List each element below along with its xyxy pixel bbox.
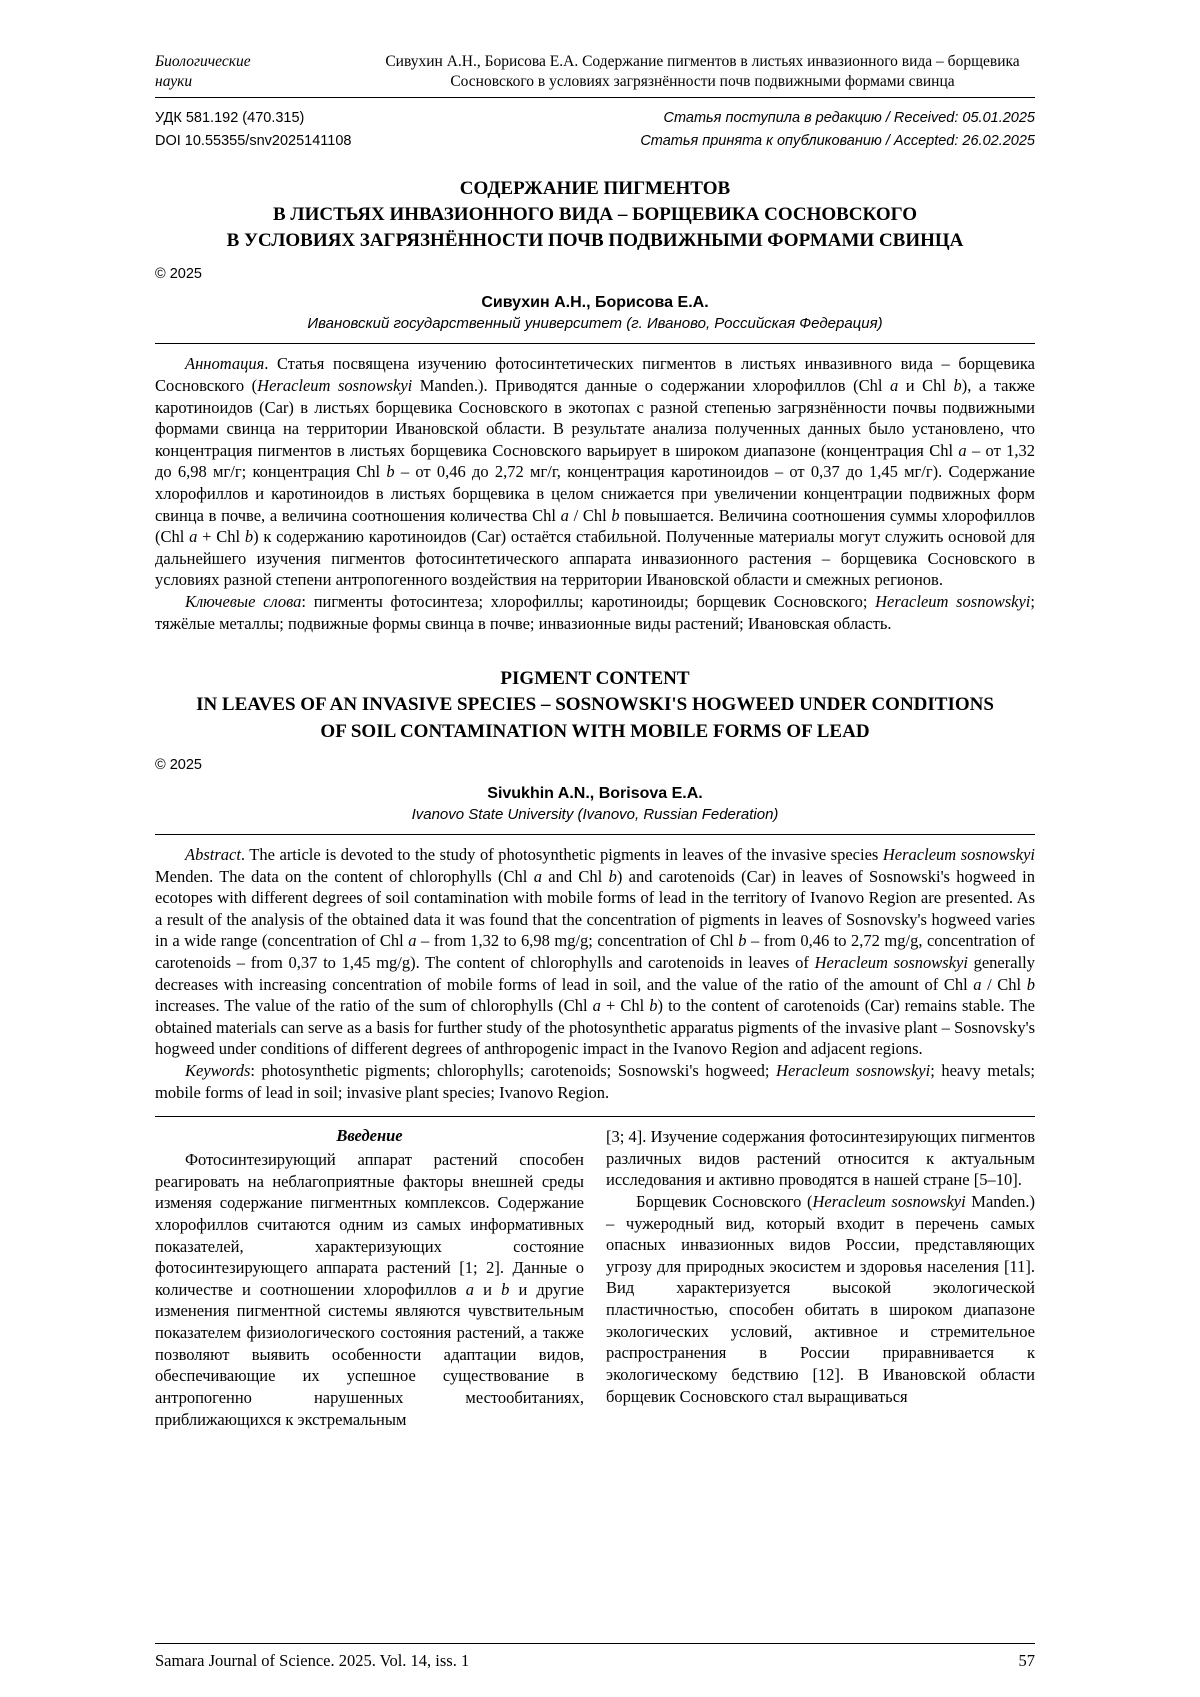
journal-citation: Samara Journal of Science. 2025. Vol. 14, iss. 1 bbox=[155, 1651, 470, 1670]
article-title-en-line1: PIGMENT CONTENT bbox=[500, 668, 690, 690]
meta-block bbox=[155, 107, 1035, 153]
page-footer bbox=[155, 1643, 1035, 1671]
running-head: Сивухин А.Н., Борисова Е.А. Содержание пигментов в листьях инвазионного вида – борщевика Сосновского в условиях загрязнённости почв подвижными формами свинца bbox=[385, 53, 1020, 91]
two-column-body bbox=[155, 1126, 1035, 1430]
body-divider bbox=[155, 1116, 1035, 1117]
left-column bbox=[155, 1126, 584, 1430]
abstract-divider-en bbox=[155, 834, 1035, 835]
keywords-en: Keywords: photosynthetic pigments; chlorophylls; carotenoids; Sosnowski's hogweed; Heracleum sosnowskyi; heavy metals; mobile forms of lead in soil; invasive plant species; Ivanovo Region. bbox=[155, 1060, 1035, 1102]
doi-label: DOI 10.55355/snv2025141108 bbox=[155, 133, 352, 150]
udk-label: УДК 581.192 (470.315) bbox=[155, 110, 305, 127]
page-header bbox=[155, 52, 1035, 92]
continuation-paragraph: [3; 4]. Изучение содержания фотосинтезирующих пигментов различных видов растений относится к актуальным исследования и активно проводятся в нашей стране [5–10]. bbox=[606, 1127, 1035, 1190]
affiliation-en: Ivanovo State University (Ivanovo, Russian Federation) bbox=[411, 805, 779, 823]
right-column bbox=[606, 1126, 1035, 1430]
article-title-ru-line3: В УСЛОВИЯХ ЗАГРЯЗНЁННОСТИ ПОЧВ ПОДВИЖНЫМИ ФОРМАМИ СВИНЦА bbox=[226, 230, 964, 252]
hogweed-paragraph: Борщевик Сосновского (Heracleum sosnowskyi Manden.) – чужеродный вид, который входит в перечень самых опасных инвазионных видов России, представляющих угрозу для природных экосистем и здоровья населения [11]. Вид характеризуется высокой экологической пластичностью, способен обитать в широком диапазоне экологических условий, активное и стремительное распространения в России приравнивается к экологическому бедствию [12]. В Ивановской области борщевик Сосновского стал выращиваться bbox=[606, 1192, 1035, 1406]
affiliation-ru: Ивановский государственный университет (г. Иваново, Российская Федерация) bbox=[307, 315, 883, 333]
article-title-ru bbox=[155, 176, 1035, 255]
article-title-en bbox=[155, 666, 1035, 745]
received-date: Статья поступила в редакцию / Received: 05.01.2025 bbox=[663, 110, 1035, 127]
article-title-en-line2: IN LEAVES OF AN INVASIVE SPECIES – SOSNOWSKI'S HOGWEED UNDER CONDITIONS bbox=[196, 694, 994, 716]
abstract-divider-ru bbox=[155, 343, 1035, 344]
intro-paragraph: Фотосинтезирующий аппарат растений способен реагировать на неблагоприятные факторы внешней среды изменяя содержание пигментных комплексов. Содержание хлорофиллов считаются одним из самых информативных показателей, характеризующих состояние фотосинтезирующего аппарата растений [1; 2]. Данные о количестве и соотношении хлорофиллов a и b и другие изменения пигментной системы являются чувствительным показателем физиологического состояния растений, а также позволяют выявить особенности адаптации видов, обеспечивающие их успешное существование в антропогенно нарушенных местообитаниях, приближающихся к экстремальным bbox=[155, 1150, 584, 1429]
article-title-ru-line1: СОДЕРЖАНИЕ ПИГМЕНТОВ bbox=[459, 177, 731, 199]
authors-en: Sivukhin A.N., Borisova E.A. bbox=[487, 784, 703, 802]
copyright-en: © 2025 bbox=[155, 756, 202, 773]
footer-row bbox=[155, 1644, 1035, 1671]
section-label bbox=[155, 52, 251, 92]
abstract-en: Abstract. The article is devoted to the study of photosynthetic pigments in leaves of the invasive species Heracleum sosnowskyi Menden. The data on the content of chlorophylls (Chl a and Chl b) and carotenoids (Car) in leaves of Sosnowski's hogweed in ecotopes with different degrees of soil contamination with mobile forms of lead in the territory of Ivanovo Region are presented. As a result of the analysis of the obtained data it was found that the concentration of pigments in leaves of Sosnovsky's hogweed varies in a wide range (concentration of Chl a – from 1,32 to 6,98 mg/g; concentration of Chl b – from 0,46 to 2,72 mg/g, concentration of carotenoids – from 0,37 to 1,45 mg/g). The content of chlorophylls and carotenoids in leaves of Heracleum sosnowskyi generally decreases with increasing concentration of mobile forms of lead in soil, and the value of the ratio of the amount of Chl a / Chl b increases. The value of the ratio of the sum of chlorophylls (Chl a + Chl b) to the content of carotenoids (Car) remains stable. The obtained materials can serve as a basis for further study of the photosynthetic apparatus pigments of the invasive plant – Sosnovsky's hogweed under conditions of different degrees of anthropogenic impact in the Ivanovo Region and adjacent regions. bbox=[155, 844, 1035, 1059]
article-title-en-line3: OF SOIL CONTAMINATION WITH MOBILE FORMS OF LEAD bbox=[320, 720, 870, 742]
accepted-date: Статья принята к опубликованию / Accepted: 26.02.2025 bbox=[640, 133, 1035, 150]
meta-right bbox=[640, 107, 1035, 153]
authors-ru: Сивухин А.Н., Борисова Е.А. bbox=[481, 294, 709, 312]
keywords-ru: Ключевые слова: пигменты фотосинтеза; хлорофиллы; каротиноиды; борщевик Сосновского; Heracleum sosnowskyi; тяжёлые металлы; подвижные формы свинца в почве; инвазионные виды растений; Ивановская область. bbox=[155, 592, 1035, 633]
meta-left bbox=[155, 107, 351, 153]
page-number: 57 bbox=[1018, 1651, 1035, 1670]
introduction-heading: Введение bbox=[336, 1126, 403, 1146]
article-title-ru-line2: В ЛИСТЬЯХ ИНВАЗИОННОГО ВИДА – БОРЩЕВИКА СОСНОВСКОГО bbox=[272, 203, 918, 225]
section-label-line1: Биологические bbox=[155, 53, 251, 70]
abstract-ru: Аннотация. Статья посвящена изучению фотосинтетических пигментов в листьях инвазивного вида – борщевика Сосновского (Heracleum sosnowskyi Manden.). Приводятся данные о содержании хлорофиллов (Chl a и Chl b), а также каротиноидов (Car) в листьях борщевика Сосновского в экотопах с разной степенью загрязнённости почвы подвижными формами свинца на территории Ивановской области. В результате анализа полученных данных было установлено, что концентрация пигментов в листьях борщевика Сосновского варьирует в широком диапазоне (концентрация Chl a – от 1,32 до 6,98 мг/г; концентрация Chl b – от 0,46 до 2,72 мг/г, концентрация каротиноидов – от 0,37 до 1,45 мг/г). Содержание хлорофиллов и каротиноидов в листьях борщевика в целом снижается при увеличении концентрации подвижных форм свинца в почве, а величина соотношения количества Chl a / Chl b повышается. Величина соотношения суммы хлорофиллов (Chl a + Chl b) к содержанию каротиноидов (Car) остаётся стабильной. Полученные материалы могут служить основой для дальнейшего изучения пигментов фотосинтетического аппарата инвазионного растения – борщевика Сосновского в условиях разной степени антропогенного воздействия на территории Ивановской области и смежных регионов. bbox=[155, 354, 1036, 590]
header-divider bbox=[155, 97, 1035, 98]
section-label-line2: науки bbox=[155, 73, 193, 91]
copyright-ru: © 2025 bbox=[155, 266, 202, 283]
